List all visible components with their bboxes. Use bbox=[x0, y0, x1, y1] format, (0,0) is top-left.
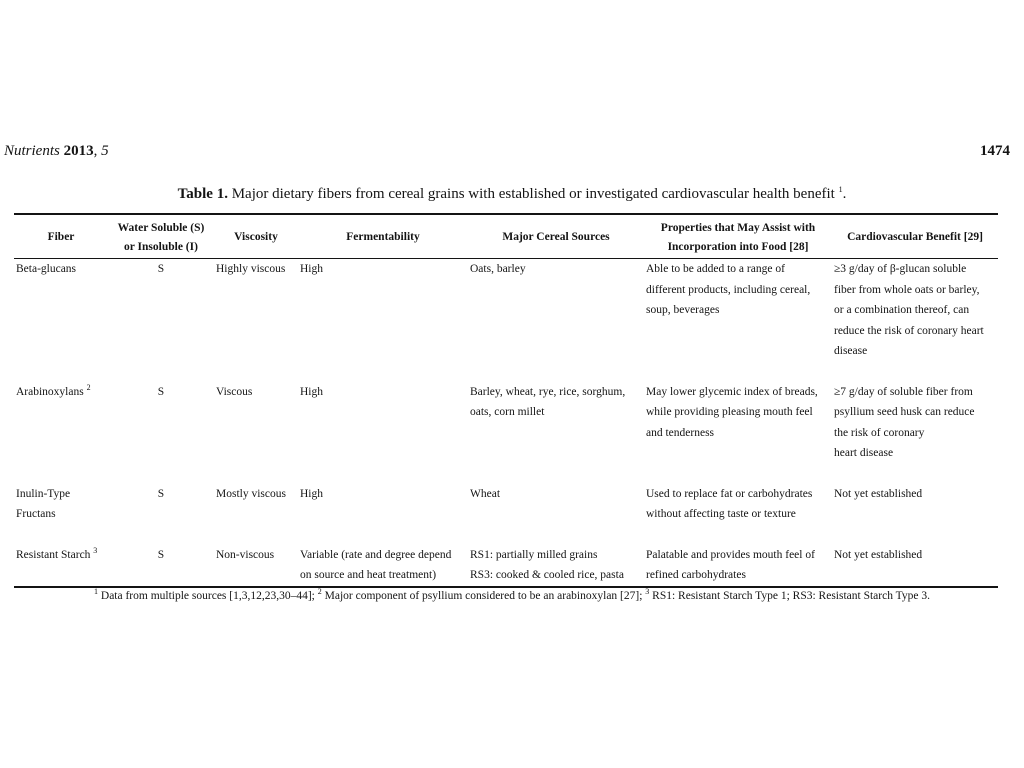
fermentability-line: on source and heat treatment) bbox=[300, 569, 437, 581]
footnote-marker-2: 2 bbox=[317, 587, 322, 597]
running-head bbox=[4, 141, 1010, 161]
footnote-text-2: Major component of psyllium considered to be an arabinoxylan [27]; bbox=[324, 590, 643, 602]
cell-fiber bbox=[14, 259, 108, 382]
cell-sources bbox=[468, 545, 644, 587]
table-header-row bbox=[14, 214, 998, 259]
sources-line: RS3: cooked & cooled rice, pasta bbox=[470, 569, 624, 581]
properties-line: Able to be added to a range of bbox=[646, 263, 785, 275]
benefit-line: Not yet established bbox=[834, 548, 923, 561]
properties-line: while providing pleasing mouth feel bbox=[646, 406, 813, 418]
cell-benefit bbox=[832, 259, 998, 382]
cell-properties bbox=[644, 382, 832, 484]
cell-solubility: S bbox=[157, 385, 165, 398]
properties-line: refined carbohydrates bbox=[646, 569, 746, 581]
cell-fiber bbox=[14, 545, 108, 587]
header-benefit: Cardiovascular Benefit [29] bbox=[847, 231, 983, 244]
fiber-name: Beta-glucans bbox=[16, 263, 77, 275]
sources-line: Barley, wheat, rye, rice, sorghum, bbox=[470, 385, 626, 398]
cell-viscosity: Non-viscous bbox=[216, 548, 275, 561]
benefit-line: reduce the risk of coronary heart bbox=[834, 324, 984, 337]
fermentability-line: Variable (rate and degree depend bbox=[300, 548, 452, 561]
cell-sources: Wheat bbox=[470, 487, 501, 500]
cell-fiber bbox=[14, 382, 108, 484]
footnote-text-1: Data from multiple sources [1,3,12,23,30–44]; bbox=[100, 590, 315, 602]
header-solubility bbox=[108, 214, 214, 259]
footnote-marker-3: 3 bbox=[645, 587, 650, 597]
fiber-table-wrapper bbox=[14, 213, 998, 588]
cell-benefit bbox=[832, 484, 998, 545]
cell-properties bbox=[644, 545, 832, 587]
header-viscosity: Viscosity bbox=[234, 231, 278, 244]
cell-sources: Oats, barley bbox=[470, 263, 526, 275]
table-footnote bbox=[0, 586, 1024, 606]
benefit-line: or a combination thereof, can bbox=[834, 304, 970, 316]
header-properties bbox=[644, 214, 832, 259]
journal-name: Nutrients bbox=[4, 143, 60, 159]
cell-properties bbox=[644, 259, 832, 382]
journal-volume: 5 bbox=[101, 143, 109, 159]
fiber-table bbox=[14, 213, 998, 588]
benefit-line: psyllium seed husk can reduce bbox=[834, 406, 975, 418]
benefit-line: disease bbox=[834, 345, 868, 357]
benefit-line: Not yet established bbox=[834, 487, 923, 500]
benefit-line: the risk of coronary bbox=[834, 426, 925, 439]
cell-benefit bbox=[832, 382, 998, 484]
cell-viscosity: Viscous bbox=[216, 385, 253, 398]
cell-solubility: S bbox=[157, 548, 165, 561]
header-properties-line2: Incorporation into Food [28] bbox=[667, 240, 809, 253]
cell-fermentability: High bbox=[300, 263, 323, 275]
fiber-name-line2: Fructans bbox=[16, 508, 56, 520]
cell-benefit bbox=[832, 545, 998, 587]
caption-end: . bbox=[842, 186, 847, 202]
benefit-line: ≥3 g/day of β-glucan soluble bbox=[834, 263, 967, 275]
caption-label: Table 1. bbox=[177, 186, 228, 202]
benefit-line: fiber from whole oats or barley, bbox=[834, 283, 980, 296]
fiber-name: Inulin-Type bbox=[16, 487, 71, 500]
table-row bbox=[14, 484, 998, 545]
cell-fermentability: High bbox=[300, 385, 323, 398]
sources-line: oats, corn millet bbox=[470, 406, 545, 418]
cell-solubility: S bbox=[157, 263, 165, 275]
header-properties-line1: Properties that May Assist with bbox=[660, 222, 816, 234]
benefit-line: heart disease bbox=[834, 447, 894, 459]
cell-fermentability: High bbox=[300, 487, 323, 500]
properties-line: Used to replace fat or carbohydrates bbox=[646, 487, 813, 500]
caption-footnote-marker: 1 bbox=[838, 185, 843, 194]
table-caption bbox=[0, 183, 1024, 205]
header-solubility-line2: or Insoluble (I) bbox=[124, 240, 198, 253]
header-fermentability: Fermentability bbox=[346, 231, 420, 244]
journal-year: 2013 bbox=[63, 143, 94, 159]
cell-fermentability bbox=[298, 545, 468, 587]
running-head-comma: , bbox=[93, 143, 102, 159]
properties-line: different products, including cereal, bbox=[646, 283, 811, 296]
table-row bbox=[14, 382, 998, 484]
cell-fiber bbox=[14, 484, 108, 545]
properties-line: Palatable and provides mouth feel of bbox=[646, 548, 815, 561]
benefit-line: ≥7 g/day of soluble fiber from bbox=[834, 385, 973, 398]
fiber-name: Resistant Starch bbox=[16, 548, 91, 561]
header-fiber: Fiber bbox=[47, 231, 75, 244]
table-row bbox=[14, 545, 998, 587]
footnote-marker-1: 1 bbox=[94, 587, 99, 597]
header-sources: Major Cereal Sources bbox=[502, 231, 610, 244]
table-row bbox=[14, 259, 998, 382]
header-solubility-line1: Water Soluble (S) bbox=[117, 222, 205, 234]
cell-sources bbox=[468, 382, 644, 484]
fiber-footnote-marker: 3 bbox=[93, 545, 98, 555]
footnote-text-3: RS1: Resistant Starch Type 1; RS3: Resistant Starch Type 3. bbox=[652, 590, 930, 602]
properties-line: May lower glycemic index of breads, bbox=[646, 385, 818, 398]
properties-line: and tenderness bbox=[646, 426, 715, 439]
properties-line: soup, beverages bbox=[646, 304, 720, 316]
caption-text: Major dietary fibers from cereal grains with established or investigated cardiovascular health benefit bbox=[231, 186, 835, 202]
properties-line: without affecting taste or texture bbox=[646, 508, 796, 520]
cell-viscosity: Highly viscous bbox=[216, 263, 286, 275]
cell-properties bbox=[644, 484, 832, 545]
sources-line: RS1: partially milled grains bbox=[470, 548, 598, 561]
fiber-footnote-marker: 2 bbox=[86, 382, 91, 392]
page-number: 1474 bbox=[980, 143, 1010, 159]
cell-solubility: S bbox=[157, 487, 165, 500]
fiber-name: Arabinoxylans bbox=[16, 385, 84, 398]
cell-viscosity: Mostly viscous bbox=[216, 487, 286, 500]
